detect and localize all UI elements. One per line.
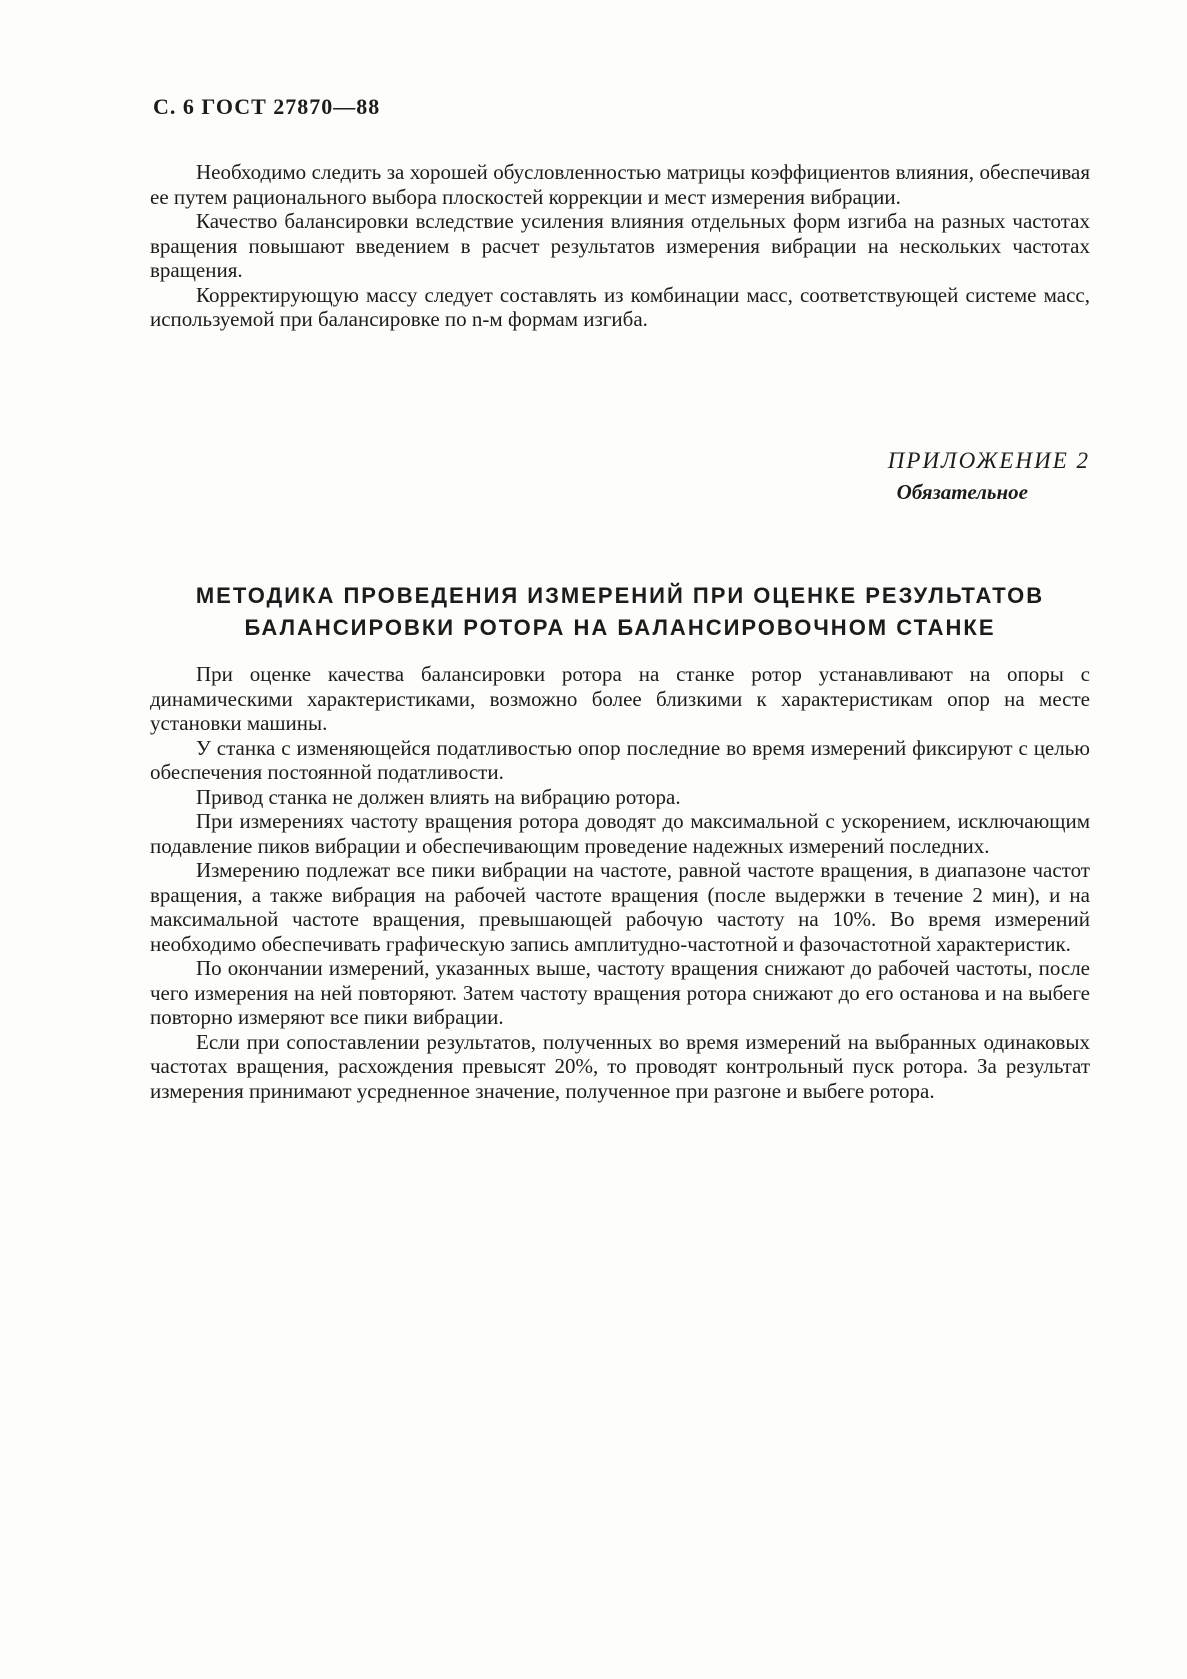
paragraph: Корректирующую массу следует составлять из комбинации масс, соответствующей системе масс, используемой при балансировке по n-м формам изгиба. bbox=[150, 282, 1090, 331]
paragraph: Качество балансировки вследствие усиления влияния отдельных форм изгиба на разных частотах вращения повышают введением в расчет результатов измерения вибрации на нескольких частотах вращения. bbox=[150, 209, 1090, 282]
paragraph: При оценке качества балансировки ротора на станке ротор устанавливают на опоры с динамическими характеристиками, возможно более близкими к характеристикам опор на месте установки машины. bbox=[150, 662, 1090, 735]
section-title-line-2: БАЛАНСИРОВКИ РОТОРА НА БАЛАНСИРОВОЧНОМ СТАНКЕ bbox=[244, 615, 996, 640]
appendix-label-block bbox=[888, 448, 1090, 505]
appendix-status: Обязательное bbox=[896, 480, 1028, 504]
section-title bbox=[120, 580, 1120, 644]
paragraph: Измерению подлежат все пики вибрации на частоте, равной частоте вращения, в диапазоне частот вращения, а также вибрация на рабочей частоте вращения (после выдержки в течение 2 мин), и на максимальной частоте вращения, превышающей рабочую частоту на 10%. Во время измерений необходимо обеспечивать графическую запись амплитудно-частотной и фазочастотной характеристик. bbox=[150, 858, 1090, 956]
paragraph: Привод станка не должен влиять на вибрацию ротора. bbox=[196, 784, 681, 809]
appendix-label: ПРИЛОЖЕНИЕ 2 bbox=[887, 448, 1090, 473]
method-section bbox=[150, 662, 1090, 1103]
paragraph: Необходимо следить за хорошей обусловленностью матрицы коэффициентов влияния, обеспечивая ее путем рационального выбора плоскостей коррекции и мест измерения вибрации. bbox=[150, 160, 1090, 209]
paragraph: По окончании измерений, указанных выше, частоту вращения снижают до рабочей частоты, после чего измерения на ней повторяют. Затем частоту вращения ротора снижают до его останова и на выбеге повторно измеряют все пики вибрации. bbox=[150, 956, 1090, 1029]
paragraph: У станка с изменяющейся податливостью опор последние во время измерений фиксируют с целью обеспечения постоянной податливости. bbox=[150, 735, 1090, 784]
paragraph: При измерениях частоту вращения ротора доводят до максимальной с ускорением, исключающим подавление пиков вибрации и обеспечивающим проведение надежных измерений последних. bbox=[150, 809, 1090, 858]
page-header: С. 6 ГОСТ 27870—88 bbox=[153, 94, 381, 119]
paragraph: Если при сопоставлении результатов, полученных во время измерений на выбранных одинаковых частотах вращения, расхождения превысят 20%, то проводят контрольный пуск ротора. За результат измерения принимают усредненное значение, полученное при разгоне и выбеге ротора. bbox=[150, 1029, 1090, 1103]
intro-section bbox=[150, 160, 1090, 332]
section-title-line-1: МЕТОДИКА ПРОВЕДЕНИЯ ИЗМЕРЕНИЙ ПРИ ОЦЕНКЕ РЕЗУЛЬТАТОВ bbox=[195, 583, 1045, 608]
